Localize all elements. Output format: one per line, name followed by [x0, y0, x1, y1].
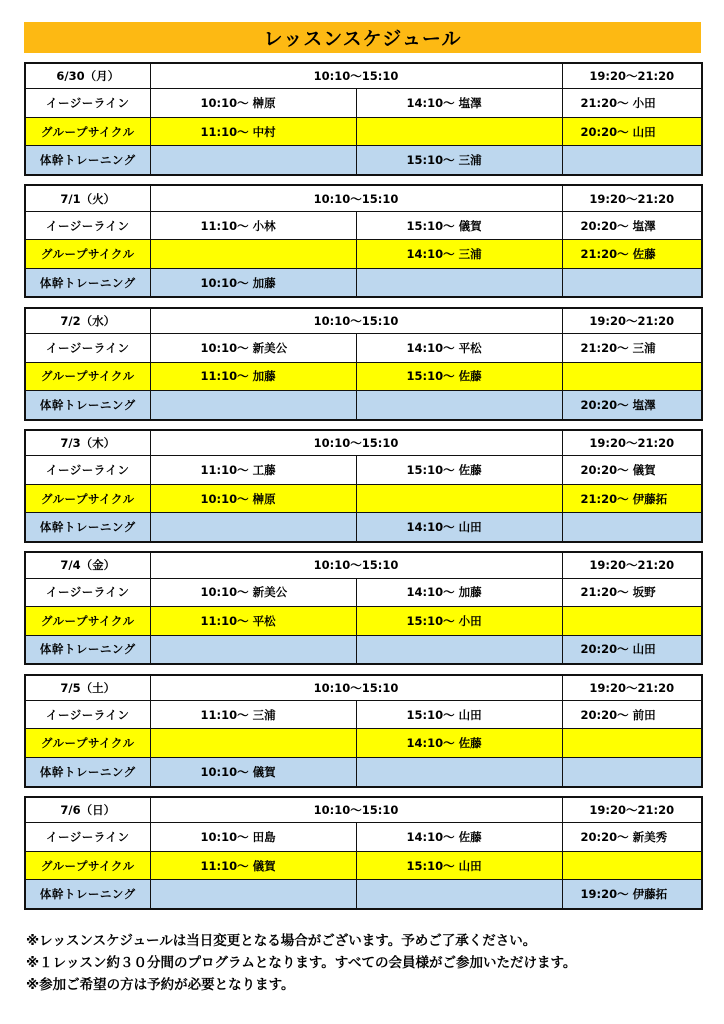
lesson-slot	[150, 729, 356, 758]
program-row	[25, 146, 702, 175]
lesson-slot: 14:10～ 三浦	[356, 240, 562, 269]
program-name: 体幹トレーニング	[25, 635, 150, 664]
program-row	[25, 880, 702, 909]
program-name: イージーライン	[25, 211, 150, 240]
day-schedule-table	[24, 551, 703, 665]
lesson-slot	[562, 146, 702, 175]
lesson-slot	[356, 635, 562, 664]
program-name: グループサイクル	[25, 851, 150, 880]
evening-hours: 19:20～21:20	[562, 552, 702, 578]
lesson-slot: 15:10～ 山田	[356, 851, 562, 880]
lesson-slot: 20:20～ 山田	[562, 117, 702, 146]
program-row	[25, 334, 702, 363]
day-date: 7/2（水）	[25, 308, 150, 334]
lesson-slot: 11:10～ 小林	[150, 211, 356, 240]
program-name: イージーライン	[25, 578, 150, 607]
note-line: ※参加ご希望の方は予約が必要となります。	[26, 977, 295, 993]
program-row	[25, 635, 702, 664]
program-name: イージーライン	[25, 334, 150, 363]
lesson-slot: 21:20～ 佐藤	[562, 240, 702, 269]
program-name: 体幹トレーニング	[25, 268, 150, 297]
program-name: グループサイクル	[25, 117, 150, 146]
lesson-slot	[562, 607, 702, 636]
day-header-row	[25, 430, 702, 456]
lesson-slot	[562, 729, 702, 758]
lesson-slot: 10:10～ 新美公	[150, 578, 356, 607]
program-row	[25, 362, 702, 391]
day-schedule-table	[24, 796, 703, 910]
program-name: グループサイクル	[25, 362, 150, 391]
lesson-slot: 10:10～ 田島	[150, 823, 356, 852]
program-row	[25, 240, 702, 269]
program-name: 体幹トレーニング	[25, 146, 150, 175]
evening-hours: 19:20～21:20	[562, 675, 702, 701]
daytime-hours: 10:10～15:10	[150, 675, 562, 701]
lesson-slot	[150, 880, 356, 909]
lesson-slot: 14:10～ 塩澤	[356, 89, 562, 118]
lesson-slot	[150, 513, 356, 542]
day-schedule-table	[24, 674, 703, 788]
lesson-slot: 15:10～ 佐藤	[356, 456, 562, 485]
lesson-slot: 20:20～ 儀賀	[562, 456, 702, 485]
lesson-slot: 11:10～ 三浦	[150, 700, 356, 729]
lesson-slot: 20:20～ 塩澤	[562, 391, 702, 420]
program-name: イージーライン	[25, 89, 150, 118]
day-header-row	[25, 552, 702, 578]
program-name: イージーライン	[25, 700, 150, 729]
lesson-slot	[356, 391, 562, 420]
lesson-slot: 11:10～ 儀賀	[150, 851, 356, 880]
note-line: ※レッスンスケジュールは当日変更となる場合がございます。予めご了承ください。	[26, 933, 537, 949]
day-date: 7/3（木）	[25, 430, 150, 456]
notes-section	[26, 930, 706, 996]
lesson-slot	[562, 268, 702, 297]
lesson-slot: 20:20～ 前田	[562, 700, 702, 729]
lesson-slot: 21:20～ 小田	[562, 89, 702, 118]
lesson-slot: 10:10～ 新美公	[150, 334, 356, 363]
program-name: グループサイクル	[25, 607, 150, 636]
note-line: ※１レッスン約３０分間のプログラムとなります。すべての会員様がご参加いただけます。	[26, 955, 577, 971]
program-row	[25, 117, 702, 146]
day-date: 7/6（日）	[25, 797, 150, 823]
lesson-slot: 20:20～ 塩澤	[562, 211, 702, 240]
program-row	[25, 700, 702, 729]
lesson-slot: 15:10～ 山田	[356, 700, 562, 729]
evening-hours: 19:20～21:20	[562, 430, 702, 456]
lesson-slot	[150, 635, 356, 664]
evening-hours: 19:20～21:20	[562, 308, 702, 334]
program-name: イージーライン	[25, 456, 150, 485]
lesson-slot	[562, 362, 702, 391]
program-row	[25, 578, 702, 607]
lesson-slot	[150, 391, 356, 420]
program-row	[25, 851, 702, 880]
day-date: 7/1（火）	[25, 185, 150, 211]
program-row	[25, 456, 702, 485]
day-date: 7/5（土）	[25, 675, 150, 701]
lesson-slot: 15:10～ 佐藤	[356, 362, 562, 391]
daytime-hours: 10:10～15:10	[150, 308, 562, 334]
lesson-slot: 14:10～ 山田	[356, 513, 562, 542]
lesson-slot: 14:10～ 佐藤	[356, 823, 562, 852]
day-header-row	[25, 675, 702, 701]
day-schedule-table	[24, 62, 703, 176]
lesson-slot: 21:20～ 坂野	[562, 578, 702, 607]
lesson-slot: 11:10～ 中村	[150, 117, 356, 146]
lesson-slot: 10:10～ 榊原	[150, 89, 356, 118]
lesson-slot: 21:20～ 伊藤拓	[562, 484, 702, 513]
lesson-slot: 20:20～ 山田	[562, 635, 702, 664]
day-header-row	[25, 63, 702, 89]
lesson-slot	[356, 757, 562, 786]
lesson-slot: 10:10～ 儀賀	[150, 757, 356, 786]
program-row	[25, 484, 702, 513]
lesson-slot: 19:20～ 伊藤拓	[562, 880, 702, 909]
lesson-slot: 20:20～ 新美秀	[562, 823, 702, 852]
lesson-slot	[356, 880, 562, 909]
evening-hours: 19:20～21:20	[562, 63, 702, 89]
day-header-row	[25, 797, 702, 823]
day-schedule-table	[24, 184, 703, 298]
daytime-hours: 10:10～15:10	[150, 552, 562, 578]
program-name: グループサイクル	[25, 484, 150, 513]
daytime-hours: 10:10～15:10	[150, 430, 562, 456]
program-row	[25, 513, 702, 542]
program-name: 体幹トレーニング	[25, 757, 150, 786]
lesson-slot: 11:10～ 加藤	[150, 362, 356, 391]
lesson-slot	[562, 757, 702, 786]
program-row	[25, 729, 702, 758]
evening-hours: 19:20～21:20	[562, 797, 702, 823]
program-row	[25, 211, 702, 240]
program-name: 体幹トレーニング	[25, 880, 150, 909]
day-schedule-table	[24, 429, 703, 543]
lesson-slot: 15:10～ 小田	[356, 607, 562, 636]
lesson-slot	[356, 117, 562, 146]
lesson-slot: 15:10～ 儀賀	[356, 211, 562, 240]
daytime-hours: 10:10～15:10	[150, 185, 562, 211]
program-row	[25, 89, 702, 118]
lesson-slot	[150, 146, 356, 175]
lesson-slot	[356, 484, 562, 513]
lesson-slot: 10:10～ 榊原	[150, 484, 356, 513]
program-name: 体幹トレーニング	[25, 513, 150, 542]
program-name: イージーライン	[25, 823, 150, 852]
daytime-hours: 10:10～15:10	[150, 63, 562, 89]
day-schedule-table	[24, 307, 703, 421]
program-row	[25, 823, 702, 852]
program-row	[25, 607, 702, 636]
page-title: レッスンスケジュール	[24, 22, 701, 53]
lesson-slot: 10:10～ 加藤	[150, 268, 356, 297]
lesson-slot	[562, 851, 702, 880]
day-date: 6/30（月）	[25, 63, 150, 89]
program-row	[25, 757, 702, 786]
lesson-slot: 15:10～ 三浦	[356, 146, 562, 175]
lesson-slot: 14:10～ 佐藤	[356, 729, 562, 758]
day-date: 7/4（金）	[25, 552, 150, 578]
program-name: グループサイクル	[25, 240, 150, 269]
lesson-slot	[356, 268, 562, 297]
lesson-slot	[562, 513, 702, 542]
lesson-slot: 21:20～ 三浦	[562, 334, 702, 363]
lesson-slot: 11:10～ 平松	[150, 607, 356, 636]
program-name: グループサイクル	[25, 729, 150, 758]
day-header-row	[25, 185, 702, 211]
lesson-slot: 14:10～ 加藤	[356, 578, 562, 607]
lesson-slot: 14:10～ 平松	[356, 334, 562, 363]
program-row	[25, 268, 702, 297]
daytime-hours: 10:10～15:10	[150, 797, 562, 823]
lesson-slot	[150, 240, 356, 269]
program-name: 体幹トレーニング	[25, 391, 150, 420]
lesson-slot: 11:10～ 工藤	[150, 456, 356, 485]
evening-hours: 19:20～21:20	[562, 185, 702, 211]
day-header-row	[25, 308, 702, 334]
program-row	[25, 391, 702, 420]
